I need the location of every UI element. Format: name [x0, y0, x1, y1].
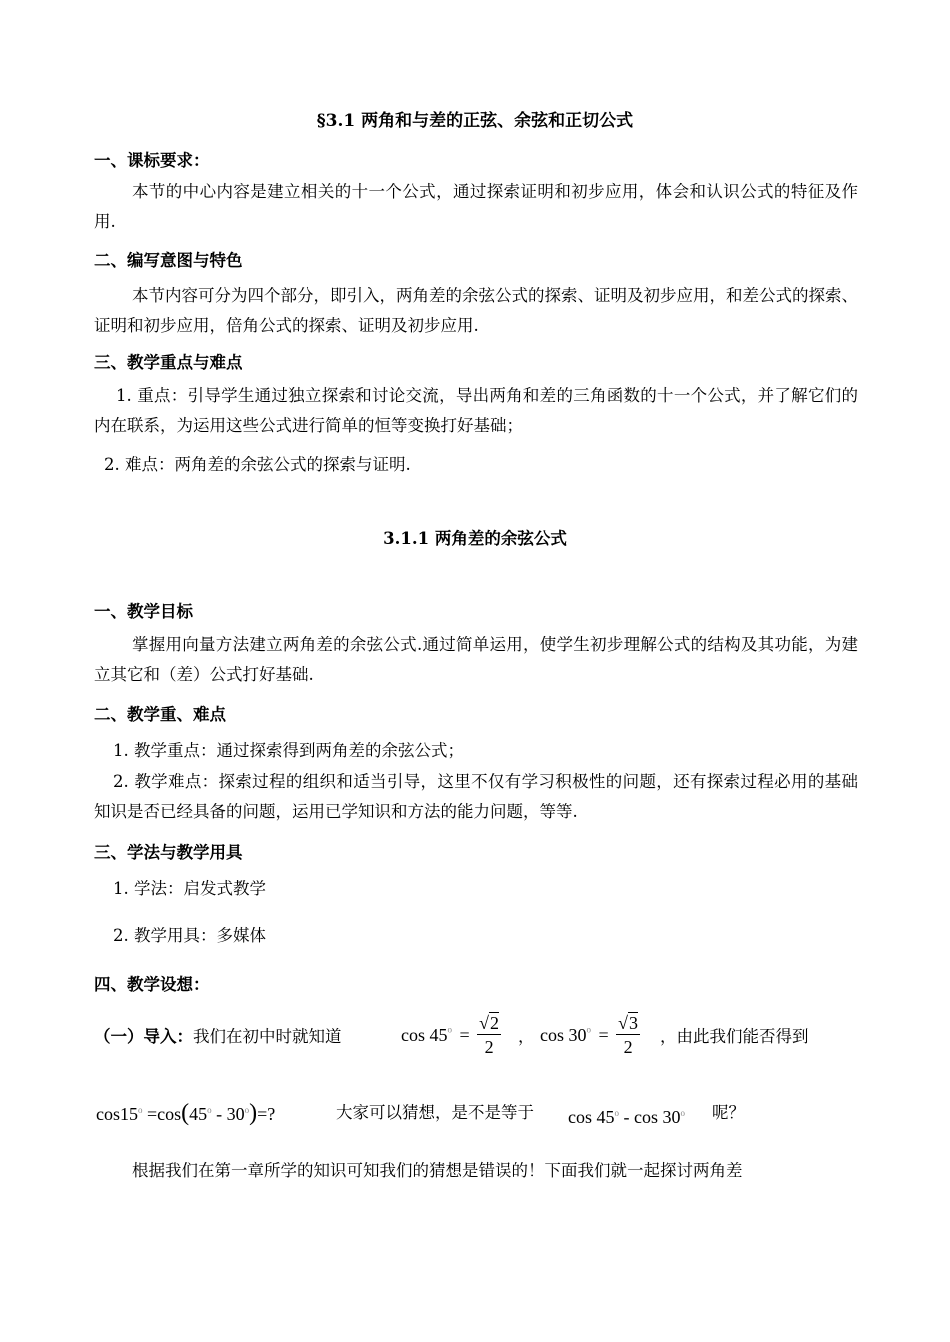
formula-cos30: cos 30$^o$ = $\frac{√3}{2}$ — [540, 1013, 639, 1057]
formula-cos15: $\cos 15^o =\cos(45^o - 30^o)=$? — [96, 1100, 276, 1126]
intro-line — [94, 1023, 342, 1047]
heading-design-intent: 二、编写意图与特色 — [94, 251, 243, 270]
cos15-label: cos15 — [96, 1104, 138, 1124]
list-item-difficulty: 2. 难点：两角差的余弦公式的探索与证明. — [104, 455, 411, 474]
paragraph-design-intent: 本节内容可分为四个部分，即引入，两角差的余弦公式的探索、证明及初步应用，和差公式的探索、证明和初步应用，倍角公式的探索、证明及初步应用. — [94, 286, 858, 335]
subsection-title: 3.1.1 两角差的余弦公式 — [383, 529, 567, 548]
paragraph-teaching-goals: 掌握用向量方法建立两角差的余弦公式.通过简单运用，使学生初步理解公式的结构及其功能，为建立其它和（差）公式打好基础. — [94, 635, 858, 684]
cos30-label: cos 30 — [540, 1025, 587, 1045]
list-item-key-point: 1. 重点：引导学生通过独立探索和讨论交流，导出两角和差的三角函数的十一个公式，并了解它们的内在联系，为运用这些公式进行简单的恒等变换打好基础； — [94, 386, 858, 435]
list-item-tools: 2. 教学用具：多媒体 — [113, 926, 266, 945]
angle-30: - 30 — [211, 1104, 245, 1124]
intro-text: 我们在初中时就知道 — [193, 1027, 342, 1046]
sqrt3-radicand: 3 — [629, 1013, 639, 1033]
formula-difference: cos 45$^o$ - cos 30$^o$ — [568, 1107, 685, 1127]
fraction-sqrt3-over-2: $\frac{√3}{2}$ — [618, 1013, 639, 1057]
list-item-teaching-difficulty: 2. 教学难点：探索过程的组织和适当引导，这里不仅有学习积极性的问题，还有探索过程必用的基础知识是否已经具备的问题，运用已学知识和方法的能力问题，等等. — [94, 772, 858, 821]
paragraph-curriculum-requirements: 本节的中心内容是建立相关的十一个公式，通过探索证明和初步应用，体会和认识公式的特征及作用. — [94, 182, 858, 231]
cos45-label: cos 45 — [401, 1025, 448, 1045]
heading-teaching-goals: 一、教学目标 — [94, 602, 193, 621]
question: =? — [257, 1104, 276, 1124]
diff-cos45: cos 45 — [568, 1107, 615, 1127]
guess-text: 大家可以猜想，是不是等于 — [336, 1103, 534, 1122]
section-title: §3.1 两角和与差的正弦、余弦和正切公式 — [316, 111, 634, 131]
paragraph-last-line: 根据我们在第一章所学的知识可知我们的猜想是错误的！下面我们就一起探讨两角差 — [132, 1161, 743, 1180]
heading-key-points: 三、教学重点与难点 — [94, 353, 243, 372]
list-item-teaching-focus: 1. 教学重点：通过探索得到两角差的余弦公式； — [113, 741, 464, 760]
heading-methods-tools: 三、学法与教学用具 — [94, 843, 243, 862]
angle-45: 45 — [189, 1104, 208, 1124]
equals-sign: = — [459, 1025, 470, 1045]
denominator: 2 — [484, 1037, 494, 1057]
intro-label: （一）导入： — [94, 1027, 193, 1046]
intro-tail: ，由此我们能否得到 — [660, 1027, 809, 1046]
equals-sign: = — [598, 1025, 609, 1045]
heading-teaching-focus: 二、教学重、难点 — [94, 705, 226, 724]
denominator: 2 — [623, 1037, 633, 1057]
formula-cos45: cos 45$^o$ = $\frac{√2}{2}$ — [401, 1013, 500, 1057]
diff-cos30: - cos 30 — [619, 1107, 681, 1127]
fraction-sqrt2-over-2: $\frac{√2}{2}$ — [479, 1013, 500, 1057]
heading-teaching-plan: 四、教学设想： — [94, 975, 210, 994]
guess-tail: 呢？ — [712, 1103, 745, 1122]
sqrt2-radicand: 2 — [490, 1013, 500, 1033]
cos-func: =cos — [147, 1104, 182, 1124]
list-item-method: 1. 学法：启发式教学 — [113, 879, 266, 898]
intro-comma: ， — [518, 1027, 535, 1046]
heading-curriculum-requirements: 一、课标要求： — [94, 151, 210, 170]
